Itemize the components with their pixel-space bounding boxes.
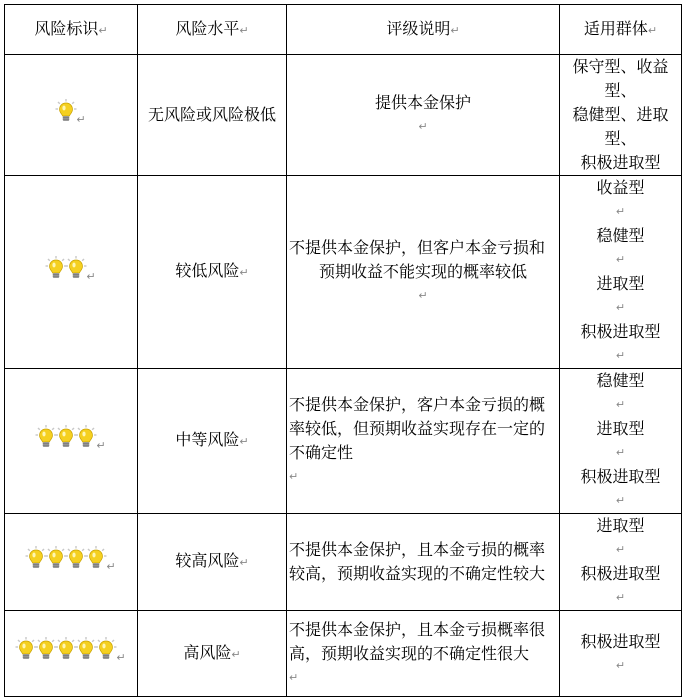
risk-icon-cell: ↵ (5, 55, 138, 176)
risk-level-cell: 较高风险↵ (138, 514, 287, 611)
header-row (5, 5, 682, 55)
rating-desc-cell: 不提供本金保护，但客户本金亏损和 预期收益不能实现的概率较低 ↵ (287, 176, 560, 369)
lightbulb-icon (25, 546, 47, 570)
target-group-cell: 稳健型 ↵ 进取型 ↵ 积极进取型 ↵ (560, 369, 682, 514)
table-row (5, 55, 682, 176)
lightbulb-icon (75, 637, 97, 661)
rating-desc-cell: 提供本金保护 ↵ (287, 55, 560, 176)
target-group-cell: 保守型、收益型、 稳健型、进取型、 积极进取型 (560, 55, 682, 176)
rating-desc-cell: 不提供本金保护，客户本金亏损的概 率较低，但预期收益实现存在一定的 不确定性 ↵ (287, 369, 560, 514)
lightbulb-icon (85, 546, 107, 570)
risk-icon-cell: ↵ (5, 611, 138, 697)
rating-desc-cell: 不提供本金保护，且本金亏损的概率 较高，预期收益实现的不确定性较大 (287, 514, 560, 611)
header-risk-icon: 风险标识↵ (5, 5, 138, 55)
risk-bulbs (26, 546, 106, 570)
table-row (5, 176, 682, 369)
lightbulb-icon (35, 425, 57, 449)
lightbulb-icon (65, 546, 87, 570)
lightbulb-icon (55, 99, 77, 123)
risk-level-cell: 无风险或风险极低 (138, 55, 287, 176)
header-target-group: 适用群体↵ (560, 5, 682, 55)
risk-level-cell: 高风险↵ (138, 611, 287, 697)
risk-bulbs (36, 425, 96, 449)
header-rating-desc: 评级说明↵ (287, 5, 560, 55)
lightbulb-icon (95, 637, 117, 661)
risk-icon-cell: ↵ (5, 514, 138, 611)
risk-rating-table (4, 4, 682, 697)
lightbulb-icon (15, 637, 37, 661)
lightbulb-icon (65, 256, 87, 280)
lightbulb-icon (35, 637, 57, 661)
risk-bulbs (16, 637, 116, 661)
risk-bulbs (46, 256, 86, 280)
lightbulb-icon (75, 425, 97, 449)
target-group-cell: 收益型 ↵ 稳健型 ↵ 进取型 ↵ 积极进取型 ↵ (560, 176, 682, 369)
table-row (5, 611, 682, 697)
header-risk-level: 风险水平↵ (138, 5, 287, 55)
lightbulb-icon (55, 425, 77, 449)
target-group-cell: 积极进取型 ↵ (560, 611, 682, 697)
lightbulb-icon (45, 256, 67, 280)
table-row (5, 369, 682, 514)
target-group-cell: 进取型 ↵ 积极进取型 ↵ (560, 514, 682, 611)
lightbulb-icon (55, 637, 77, 661)
risk-icon-cell: ↵ (5, 369, 138, 514)
risk-level-cell: 较低风险↵ (138, 176, 287, 369)
risk-icon-cell: ↵ (5, 176, 138, 369)
rating-desc-cell: 不提供本金保护，且本金亏损概率很 高，预期收益实现的不确定性很大 ↵ (287, 611, 560, 697)
risk-bulbs (56, 99, 76, 123)
table-row (5, 514, 682, 611)
lightbulb-icon (45, 546, 67, 570)
risk-level-cell: 中等风险↵ (138, 369, 287, 514)
